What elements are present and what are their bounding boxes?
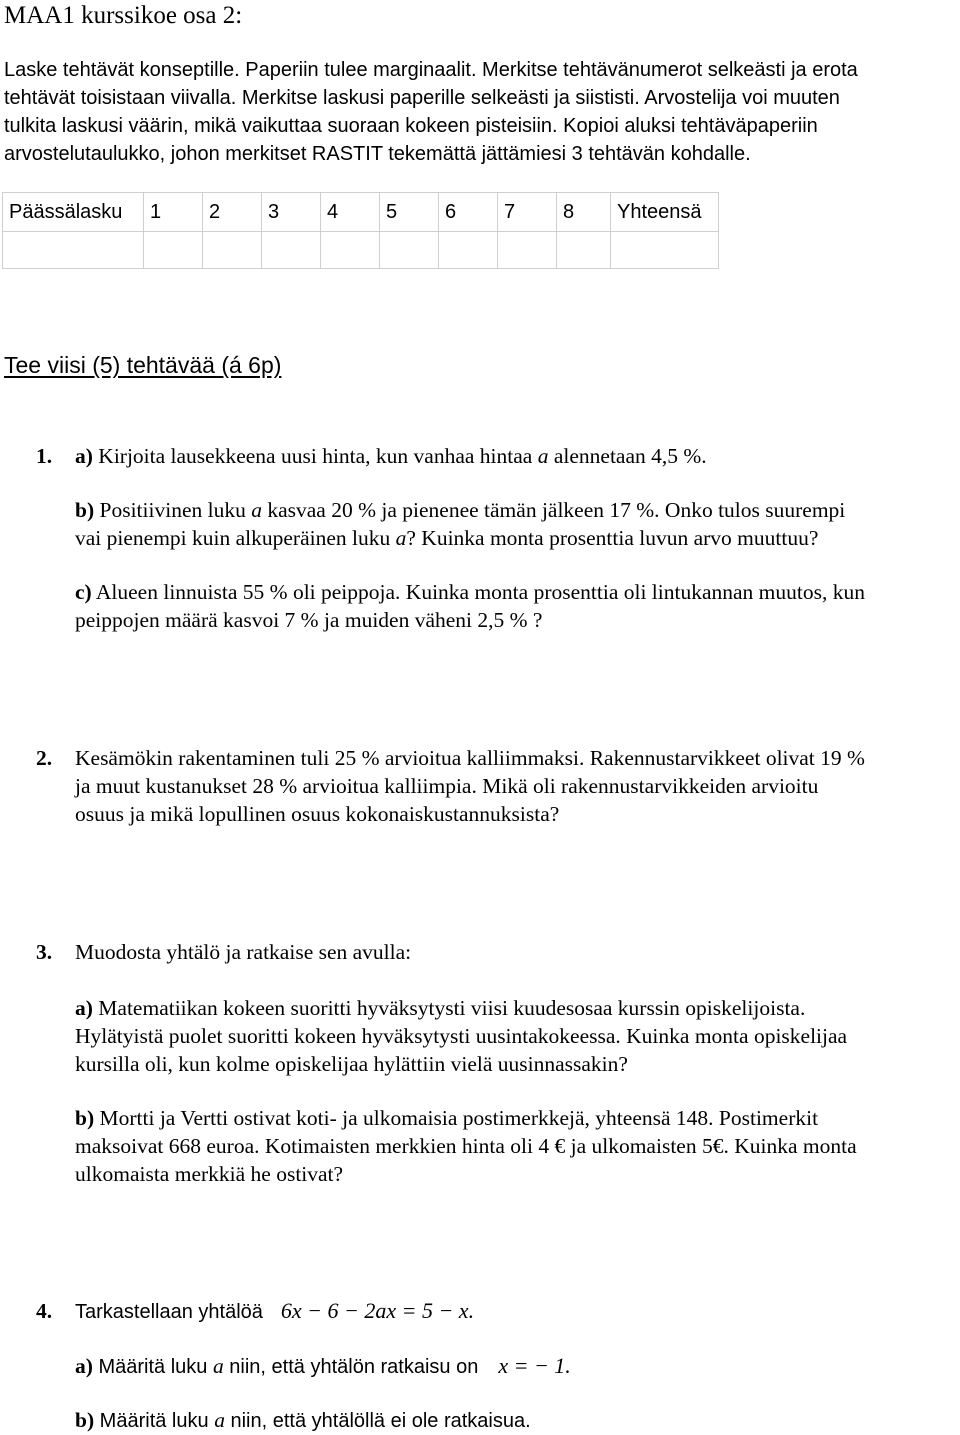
question-3b-line-3: ulkomaista merkkiä he ostivat? [75, 1162, 344, 1186]
grading-table [2, 192, 719, 269]
grading-empty-cell [498, 232, 557, 269]
variable-a: a [395, 526, 407, 550]
question-3a-text: Matematiikan kokeen suoritti hyväksytysti viisi kuudesosaa kurssin opiskelijoista. [92, 996, 806, 1020]
question-1a [75, 442, 707, 470]
question-4b-label: b) [75, 1408, 95, 1432]
question-3a-line-2: Hylätyistä puolet suoritti kokeen hyväksytysti uusintakokeessa. Kuinka monta opiskelijaa [75, 1024, 848, 1048]
question-3a-label: a) [75, 996, 93, 1020]
variable-a: a [251, 498, 262, 522]
question-2-line-2: ja muut kustanukset 28 % arvioitua kalliimpia. Mikä oli rakennustarvikkeiden arvioitu [75, 774, 819, 798]
question-3a-line-1 [75, 994, 805, 1022]
question-1c-label: c) [75, 580, 92, 604]
grading-empty-cell [321, 232, 380, 269]
section-heading: Tee viisi (5) tehtävää (á 6p) [4, 352, 282, 378]
question-3b-line-1 [75, 1104, 818, 1132]
question-4-number: 4. [36, 1299, 53, 1323]
question-3b-label: b) [75, 1106, 95, 1130]
question-3b-line-2: maksoivat 668 euroa. Kotimaisten merkkien hinta oli 4 € ja ulkomaisten 5€. Kuinka monta [75, 1134, 857, 1158]
question-4a-label: a) [75, 1354, 93, 1378]
question-4-equation: 6x − 6 − 2ax = 5 − x. [280, 1298, 475, 1323]
grading-header-cell: Yhteensä [611, 193, 719, 232]
question-1b-line-2 [75, 524, 818, 552]
question-1-number: 1. [36, 444, 53, 468]
question-1b-text-end: kasvaa 20 % ja pienenee tämän jälkeen 17 %. Onko tulos suurempi [261, 498, 846, 522]
intro-line-3: tulkita laskusi väärin, mikä vaikuttaa suoraan kokeen pisteisiin. Kopioi aluksi tehtäväpaperiin [4, 115, 818, 137]
grading-header-cell: 7 [498, 193, 557, 232]
grading-empty-cell [144, 232, 203, 269]
grading-header-cell: Päässälasku [3, 193, 144, 232]
question-3-intro: Muodosta yhtälö ja ratkaise sen avulla: [75, 940, 412, 964]
grading-header-cell: 3 [262, 193, 321, 232]
question-3a-line-3: kursilla oli, kun kolme opiskelijaa hylättiin vielä uusinnassakin? [75, 1052, 628, 1076]
variable-a: a [537, 444, 549, 468]
question-1b-text: Positiivinen luku [94, 498, 252, 522]
question-1a-label: a) [75, 444, 93, 468]
question-3-number: 3. [36, 940, 53, 964]
grading-table-empty-row [3, 232, 719, 269]
question-4-intro: Tarkastellaan yhtälöä [75, 1301, 263, 1323]
question-1c-text: Alueen linnuista 55 % oli peippoja. Kuinka monta prosenttia oli lintukannan muutos, kun [91, 580, 865, 604]
grading-empty-cell [611, 232, 719, 269]
grading-empty-cell [439, 232, 498, 269]
question-1b-label: b) [75, 498, 95, 522]
grading-header-cell: 2 [203, 193, 262, 232]
question-1b-line-1 [75, 496, 845, 524]
grading-header-cell: 8 [557, 193, 611, 232]
question-4a-equation: x = − 1. [498, 1353, 571, 1378]
question-4b-text: Määritä luku [94, 1410, 215, 1432]
grading-header-cell: 1 [144, 193, 203, 232]
grading-empty-cell [203, 232, 262, 269]
question-4a-text-end: niin, että yhtälön ratkaisu on [223, 1356, 479, 1378]
question-2-number: 2. [36, 746, 53, 770]
grading-empty-cell [262, 232, 321, 269]
grading-empty-cell [557, 232, 611, 269]
question-2-line-3: osuus ja mikä lopullinen osuus kokonaiskustannuksista? [75, 802, 560, 826]
grading-empty-cell [380, 232, 439, 269]
question-1c-line-1 [75, 578, 865, 606]
intro-line-4: arvostelutaulukko, johon merkitset RASTIT tekemättä jättämiesi 3 tehtävän kohdalle. [4, 143, 751, 165]
intro-line-2: tehtävät toisistaan viivalla. Merkitse laskusi paperille selkeästi ja siististi. Arvostelija voi muuten [4, 87, 840, 109]
question-1b-text-2-end: ? Kuinka monta prosenttia luvun arvo muuttuu? [406, 526, 819, 550]
question-1a-text: Kirjoita lausekkeena uusi hinta, kun vanhaa hintaa [92, 444, 538, 468]
question-4b-text-end: niin, että yhtälöllä ei ole ratkaisua. [224, 1410, 531, 1432]
question-4b [75, 1406, 531, 1435]
question-2-line-1: Kesämökin rakentaminen tuli 25 % arvioitua kalliimmaksi. Rakennustarvikkeet olivat 19 % [75, 746, 865, 770]
question-4-intro-line [75, 1297, 474, 1326]
grading-empty-cell [3, 232, 144, 269]
grading-table-header-row [3, 193, 719, 232]
question-1b-text-2: vai pienempi kuin alkuperäinen luku [75, 526, 396, 550]
question-1a-text-end: alennetaan 4,5 %. [548, 444, 707, 468]
grading-header-cell: 6 [439, 193, 498, 232]
variable-a: a [214, 1408, 225, 1432]
question-3b-text: Mortti ja Vertti ostivat koti- ja ulkomaisia postimerkkejä, yhteensä 148. Postimerkit [94, 1106, 819, 1130]
grading-header-cell: 5 [380, 193, 439, 232]
variable-a: a [212, 1354, 224, 1378]
page-title: MAA1 kurssikoe osa 2: [4, 2, 243, 29]
grading-header-cell: 4 [321, 193, 380, 232]
question-1c-line-2: peippojen määrä kasvoi 7 % ja muiden väheni 2,5 % ? [75, 608, 543, 632]
intro-line-1: Laske tehtävät konseptille. Paperiin tulee marginaalit. Merkitse tehtävänumerot selkeästi ja erota [4, 59, 858, 81]
question-4a-text: Määritä luku [92, 1356, 213, 1378]
question-4a [75, 1352, 571, 1381]
